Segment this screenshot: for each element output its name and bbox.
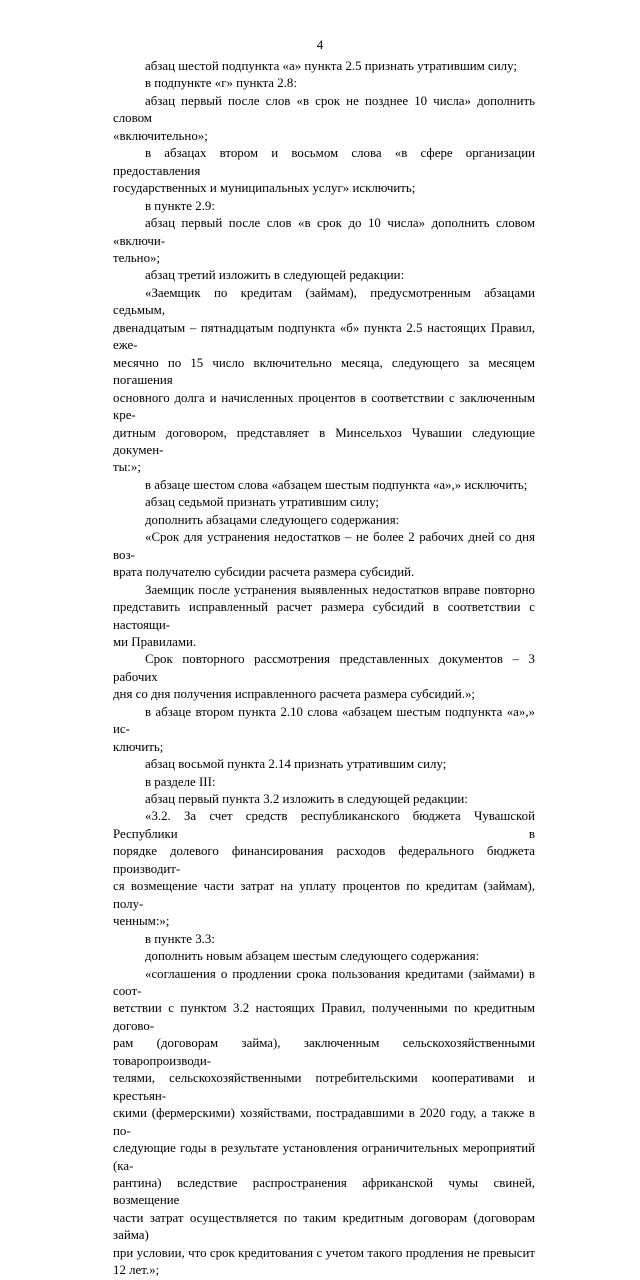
- text-line: рантина) вследствие распространения африканской чумы свиней, возмещение: [113, 1176, 535, 1208]
- paragraph: [113, 756, 535, 773]
- paragraph: [113, 215, 535, 267]
- text-line: рам (договорам займа), заключенным сельскохозяйственными товаропроизводи-: [113, 1036, 535, 1068]
- paragraph: [113, 808, 535, 930]
- text-line: дополнить новым абзацем шестым следующего содержания:: [145, 949, 480, 964]
- text-line: Срок повторного рассмотрения представленных документов – 3 рабочих: [113, 652, 535, 684]
- paragraph: [113, 477, 535, 494]
- paragraph: [113, 494, 535, 511]
- paragraph: [113, 75, 535, 92]
- text-line: абзац первый пункта 3.2 изложить в следующей редакции:: [145, 792, 468, 807]
- text-line: абзац первый после слов «в срок до 10 числа» дополнить словом «включи-: [113, 216, 535, 248]
- paragraph: [113, 774, 535, 791]
- text-line: месячно по 15 число включительно месяца, следующего за месяцем погашения: [113, 355, 535, 388]
- paragraph: [113, 267, 535, 284]
- paragraph: [113, 966, 535, 1280]
- text-line: ся возмещение части затрат на уплату процентов по кредитам (займам), полу-: [113, 879, 535, 911]
- text-line: «соглашения о продлении срока пользования кредитами (займами) в соот-: [113, 966, 535, 999]
- text-line: двенадцатым – пятнадцатым подпункта «б» пункта 2.5 настоящих Правил, еже-: [113, 320, 535, 353]
- document-body: [113, 58, 535, 1280]
- paragraph: [113, 529, 535, 581]
- paragraph: [113, 512, 535, 529]
- text-line: «Срок для устранения недостатков – не более 2 рабочих дней со дня воз-: [113, 530, 535, 562]
- text-line: «3.2. За счет средств республиканского бюджета Чувашской Республики в: [113, 809, 535, 841]
- paragraph: [113, 791, 535, 808]
- text-line: телями, сельскохозяйственными потребительскими кооперативами и крестьян-: [113, 1071, 535, 1103]
- text-line: государственных и муниципальных услуг» исключить;: [113, 181, 416, 196]
- text-line: дитным договором, представляет в Минсельхоз Чувашии следующие докумен-: [113, 425, 535, 457]
- text-line: тельно»;: [113, 250, 161, 265]
- paragraph: [113, 285, 535, 477]
- paragraph: [113, 931, 535, 948]
- text-line: ми Правилами.: [113, 634, 197, 649]
- paragraph: [113, 948, 535, 965]
- text-line: Заемщик после устранения выявленных недостатков вправе повторно: [145, 582, 535, 597]
- text-line: ветствии с пунктом 3.2 настоящих Правил, полученными по кредитным догово-: [113, 1001, 535, 1033]
- text-line: в пункте 3.3:: [145, 931, 215, 946]
- paragraph: [113, 704, 535, 756]
- text-line: при условии, что срок кредитования с учетом такого продления не превысит: [113, 1245, 535, 1260]
- text-line: в пункте 2.9:: [145, 198, 215, 213]
- text-line: в абзацах втором и восьмом слова «в сфере организации предоставления: [113, 146, 535, 178]
- paragraph: [113, 145, 535, 197]
- text-line: дополнить абзацами следующего содержания:: [145, 512, 400, 527]
- text-line: абзац шестой подпункта «а» пункта 2.5 признать утратившим силу;: [145, 59, 517, 73]
- page-number: 4: [316, 37, 324, 52]
- text-line: представить исправленный расчет размера субсидий в соответствии с настоящи-: [113, 600, 535, 632]
- text-line: ты:»;: [113, 460, 141, 475]
- text-line: «Заемщик по кредитам (займам), предусмотренным абзацами седьмым,: [113, 285, 535, 318]
- paragraph: [113, 58, 535, 75]
- paragraph: [113, 651, 535, 703]
- text-line: в разделе III:: [145, 774, 216, 789]
- text-line: в абзаце втором пункта 2.10 слова «абзацем шестым подпункта «а»,» ис-: [113, 704, 535, 737]
- text-line: дня со дня получения исправленного расчета размера субсидий.»;: [113, 687, 475, 702]
- text-line: «включительно»;: [113, 128, 208, 143]
- paragraph: [113, 198, 535, 215]
- text-line: следующие годы в результате установления ограничительных мероприятий (ка-: [113, 1141, 535, 1173]
- text-line: основного долга и начисленных процентов в соответствии с заключенным кре-: [113, 390, 535, 423]
- text-line: абзац третий изложить в следующей редакции:: [145, 268, 405, 283]
- paragraph: [113, 93, 535, 145]
- text-line: абзац седьмой признать утратившим силу;: [145, 495, 379, 510]
- text-line: части затрат осуществляется по таким кредитным договорам (договорам займа): [113, 1210, 535, 1243]
- text-line: абзац первый после слов «в срок не позднее 10 числа» дополнить словом: [113, 93, 535, 126]
- text-line: скими (фермерскими) хозяйствами, пострадавшими в 2020 году, а также в по-: [113, 1106, 535, 1138]
- text-line: врата получателю субсидии расчета размера субсидий.: [113, 565, 415, 580]
- text-line: ченным:»;: [113, 914, 170, 929]
- text-line: в абзаце шестом слова «абзацем шестым подпункта «а»,» исключить;: [145, 477, 528, 492]
- text-line: 12 лет.»;: [113, 1263, 160, 1278]
- text-line: ключить;: [113, 739, 164, 754]
- text-line: абзац восьмой пункта 2.14 признать утратившим силу;: [145, 757, 447, 772]
- paragraph: [113, 582, 535, 652]
- text-line: в подпункте «г» пункта 2.8:: [145, 76, 297, 91]
- text-line: порядке долевого финансирования расходов федерального бюджета производит-: [113, 844, 535, 876]
